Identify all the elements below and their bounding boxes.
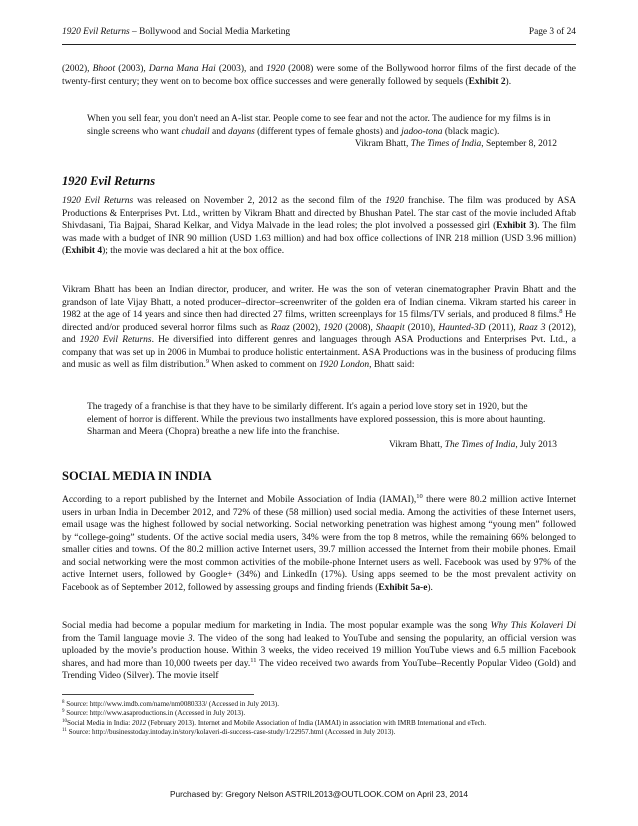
exhibit-reference: Exhibit 2 [468,76,506,87]
film-title: 1920 Evil Returns [79,335,152,346]
film-title: Shaapit [375,322,405,333]
footnote-separator [62,694,254,695]
text-run: Vikram Bhatt has been an Indian director, producer, and writer. He was the son of veteran cinematographer Pravin Bhatt and the grandson of late Vijay Bhatt, a noted producer–director–screenwriter of the golden era of Indian cinema. Vikram started his career in 1982 at the age of 14 years and since then had directed 27 films, written screenplays for 15 films/TV serials, and produced 8 films. [62,285,576,321]
film-title: 1920 Evil Returns [62,196,134,206]
footnote-10 [62,719,576,728]
quote-text: (different types of female ghosts) and [254,126,402,137]
text-run: (2008), [342,322,376,333]
attribution-source: The Times of India [410,139,482,150]
block-quote-1 [87,113,557,151]
quote-term: jadoo-tona [401,126,443,137]
header-title [62,27,290,37]
attribution-author: Vikram Bhatt, [388,439,445,450]
footnote-marker[interactable]: 9 [205,358,210,366]
quote-text: and [209,126,229,137]
film-title: Raaz [270,322,290,333]
text-run: franchise. The film was produced by ASA Productions & Enterprises Pvt. Ltd., written by Vikram Bhatt and directed by Bhushan Patel. The star cast of the movie included Aftab Shivdasani, Tia Bajpai, Sharad Kelkar, and Vidya Malvade in the lead roles; the plot involved a possessed girl ( [62,196,577,232]
attribution-date: , September 8, 2012 [481,139,557,150]
footnote-9 [62,709,576,718]
text-run: (2010), [404,322,439,333]
film-title: 3 [187,633,193,644]
text-run: ). [505,76,512,87]
text-run: (2011), [485,322,519,333]
header-title-rest: – Bollywood and Social Media Marketing [129,27,291,37]
text-run: was released on November 2, 2012 as the second film of the [133,196,386,206]
exhibit-reference: Exhibit 5a-e [378,582,428,593]
text-run: (2008) were some of the Bollywood horror films of the first decade of the twenty-first century; they went on to become box office successes and were generally followed by sequels ( [62,64,576,87]
footnote-text-italic: 2012 [132,718,147,727]
footnote-number: 11 [62,727,67,733]
text-run: from the Tamil language movie [62,633,188,644]
text-run: (2003), [115,64,149,74]
paragraph-vikram-bhatt [62,284,576,372]
film-title: Raaz 3 [518,322,546,333]
text-run: (2003), and [215,64,267,74]
quote-term: dayans [228,126,255,137]
footnote-text: Source: http://www.imdb.com/name/nm0080333/ (Accessed in July 2013). [64,700,279,708]
text-run: (2002), [62,64,93,74]
text-run: . He diversified into different genres and languages through ASA Productions and Enterprises Pvt. Ltd., a company that was set up in 2006 in Mumbai to produce holistic entertainment. ASA Productions was in the business of producing films and music as well as film distribution. [62,335,577,371]
block-quote-2 [87,401,557,451]
quote-text: (black magic). [442,126,500,137]
footnote-marker[interactable]: 11 [250,656,257,664]
attribution-source: The Times of India [444,439,516,450]
footnote-number: 8 [62,700,65,705]
text-run: (2002), [289,322,324,333]
film-title: 1920 [385,196,405,206]
song-title: Why This Kolaveri Di [490,621,576,631]
footnote-11 [62,728,576,737]
intro-paragraph [62,63,576,88]
text-run: . The video of the song had leaked to YouTube and sensing the popularity, an official version was uploaded by the movie’s production house. Within 3 weeks, the video received 19 million YouTube views and 6.5 million Facebook shares, and had more than 10,000 tweets per day. [62,633,576,669]
text-run: The video received two awards from YouTube–Recently Popular Video (Gold) and Trending Video (Silver). The movie itself [62,658,576,682]
page-number: Page 3 of 24 [528,27,576,37]
paragraph-film-release [62,195,576,258]
footnote-marker[interactable]: 10 [416,493,423,500]
text-run: there were 80.2 million active Internet users in urban India in December 2012, and 72% of these (58 million) used social media. Among the activities of these Internet users, email usage was the highest followed by social networking. Social networking penetration was highest among “young men” followed by “college-going” students. Of the active social media users, 34% were from the top 8 metros, while the remaining 66% belonged to smaller cities and towns. Of the 80.2 million active Internet users, 39.7 million accessed the Internet from their mobile phones. Email and social networking were the most common activities of the mobile-phone Internet users as well. Facebook was used by 97% of the active Internet users, followed by Google+ (34%) and LinkedIn (17%). Using apps seemed to be the most prevalent activity on Facebook as of September 2012, followed by assessing groups and finding friends ( [62,495,577,593]
footnote-marker[interactable]: 8 [559,308,563,316]
text-run: ). The film was made with a budget of INR 90 million (USD 1.63 million) and had box office collections of INR 218 million (USD 3.96 million) ( [62,221,577,257]
exhibit-reference: Exhibit 3 [496,221,535,232]
attribution-date: , July 2013 [515,439,557,450]
paragraph-kolaveri [62,620,576,683]
footnotes [62,700,576,737]
text-run: , Bhatt said: [369,360,415,371]
footnote-text: (February 2013). Internet and Mobile Association of India (IAMAI) in association with IMRB International and eTech. [146,718,487,727]
section-heading-1920-evil-returns: 1920 Evil Returns [62,174,156,188]
footnote-number: 9 [62,709,65,715]
attribution-author: Vikram Bhatt, [354,139,411,150]
text-run: ); the movie was declared a hit at the box office. [102,246,285,257]
film-title: Haunted-3D [438,322,486,333]
purchase-footer: Purchased by: Gregory Nelson ASTRIL2013@OUTLOOK.COM on April 23, 2014 [169,789,469,799]
text-run: He directed and/or produced several horror films such as [62,310,576,333]
quote-attribution [87,138,557,151]
header-rule [62,44,576,45]
text-run: (2012), and [62,322,576,346]
footnote-number: 10 [62,718,67,724]
film-title: Bhoot [92,64,116,74]
quote-text: The tragedy of a franchise is that they have to be similarly different. It's again a period love story set in 1920, but the element of horror is different. While the previous two installments have explored possession, this is more about haunting. Sharman and Meera (Chopra) breathe a new life into the franchise. [87,402,546,438]
film-title: 1920 [323,322,343,333]
quote-term: chudail [181,126,210,137]
film-title: Darna Mana Hai [148,64,216,74]
quote-attribution [87,439,557,452]
text-run: ). [427,582,433,593]
footnote-8 [62,700,576,709]
footnote-text: Social Media in India: [67,718,133,727]
text-run: When asked to comment on [209,360,320,371]
film-title: 1920 London [319,360,370,371]
section-heading-social-media: SOCIAL MEDIA IN INDIA [62,469,212,483]
footnote-text: Source: http://www.asaproductions.in (Accessed in July 2013). [64,709,246,718]
footnote-text: Source: http://businesstoday.intoday.in/story/kolaveri-di-success-case-study/1/22957.html (Accessed in July 2013). [66,727,396,736]
quote-text: When you sell fear, you don't need an A-list star. People come to see fear and not the actor. The audience for my films is in single screens who want [87,114,551,137]
exhibit-reference: Exhibit 4 [65,246,103,257]
text-run: Social media had become a popular medium for marketing in India. The most popular example was the song [62,621,491,631]
film-title: 1920 [266,64,286,74]
header-title-italic: 1920 Evil Returns [62,27,130,37]
paragraph-iamai-report [62,494,576,594]
text-run: According to a report published by the Internet and Mobile Association of India (IAMAI), [62,495,417,505]
